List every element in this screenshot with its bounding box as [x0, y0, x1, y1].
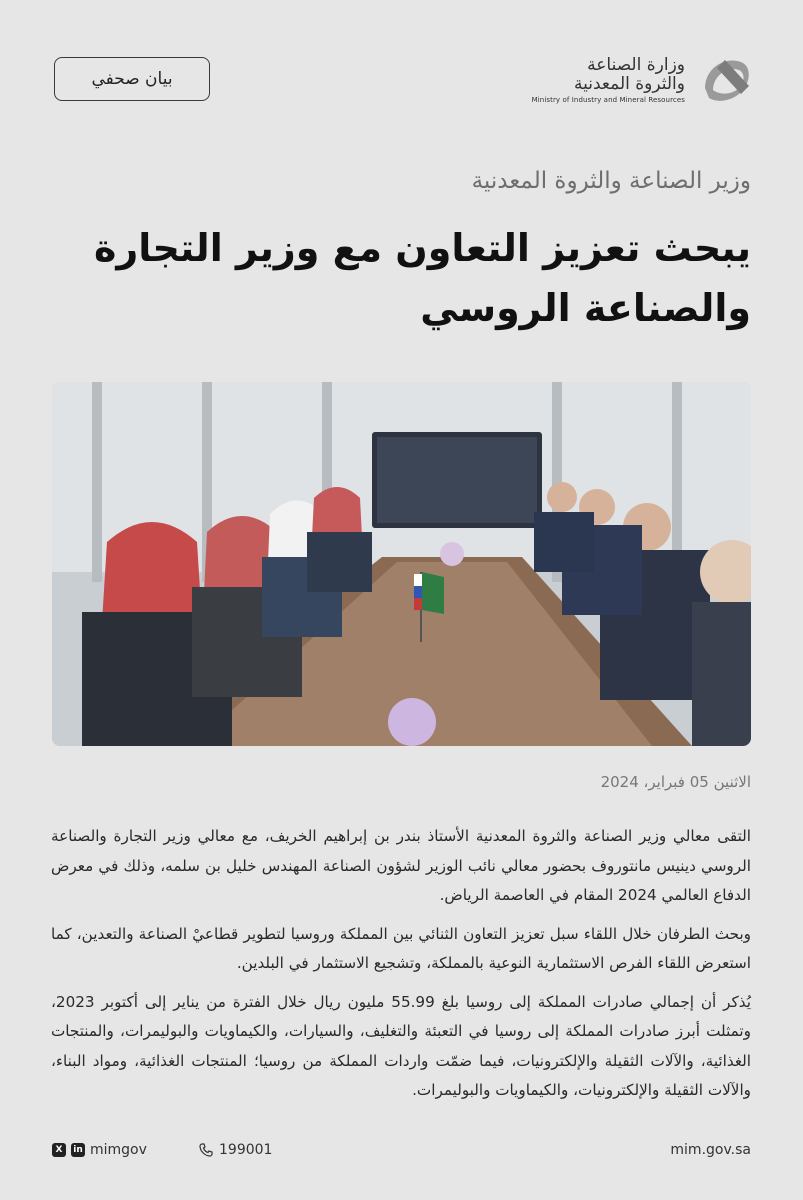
- minister-subtitle: وزير الصناعة والثروة المعدنية: [471, 168, 751, 194]
- publish-date: الاثنين 05 فبراير، 2024: [600, 773, 751, 791]
- social-handle-text: mimgov: [90, 1142, 147, 1158]
- phone-icon: [199, 1143, 213, 1157]
- x-icon[interactable]: X: [52, 1143, 66, 1157]
- meeting-photo: [52, 382, 751, 746]
- social-handle[interactable]: [52, 1142, 147, 1158]
- phone-contact[interactable]: [199, 1142, 272, 1158]
- press-release-badge: بيان صحفي: [54, 57, 210, 101]
- logo-line2: والثروة المعدنية: [574, 74, 685, 94]
- linkedin-icon[interactable]: in: [71, 1143, 85, 1157]
- logo-text: [532, 56, 685, 104]
- article-paragraph-1: التقى معالي وزير الصناعة والثروة المعدنية الأستاذ بندر بن إبراهيم الخريف، مع معالي وزير التجارة والصناعة الروسي دينيس مانتوروف بحضور معالي نائب الوزير لشؤون الصناعة المهندس خليل بن سلمه، وذلك في معرض الدفاع العالمي 2024 المقام في العاصمة الرياض.: [51, 827, 751, 904]
- article-paragraph-3: يُذكر أن إجمالي صادرات المملكة إلى روسيا بلغ 55.99 مليون ريال خلال الفترة من يناير إلى أكتوبر 2023، وتمثلت أبرز صادرات المملكة إلى روسيا في التعبئة والتغليف، والسيارات، والكيماويات والبوليمرات، والمنتجات الغذائية، والآلات الثقيلة والإلكترونيات، فيما ضمّت واردات المملكة من روسيا؛ المنتجات الغذائية، ومواد البناء، والآلات الثقيلة والإلكترونيات، والكيماويات والبوليمرات.: [51, 992, 751, 1099]
- article-paragraph-2: وبحث الطرفان خلال اللقاء سبل تعزيز التعاون الثنائي بين المملكة وروسيا لتطوير قطاعيْ الصناعة والتعدين، كما استعرض اللقاء الفرص الاستثمارية النوعية بالمملكة، وتشجيع الاستثمار في البلدين.: [51, 924, 751, 972]
- headline: يبحث تعزيز التعاون مع وزير التجارة والصناعة الروسي: [93, 226, 751, 330]
- phone-number: 199001: [219, 1142, 273, 1158]
- website-link[interactable]: mim.gov.sa: [670, 1142, 751, 1158]
- ministry-emblem-icon: [695, 50, 755, 110]
- meeting-photo-illustration: [52, 382, 751, 746]
- logo-line1: وزارة الصناعة: [587, 55, 685, 75]
- article-body: [51, 822, 751, 1115]
- logo-english: Ministry of Industry and Mineral Resources: [531, 96, 685, 104]
- footer: [52, 1142, 751, 1166]
- ministry-logo: [532, 50, 755, 110]
